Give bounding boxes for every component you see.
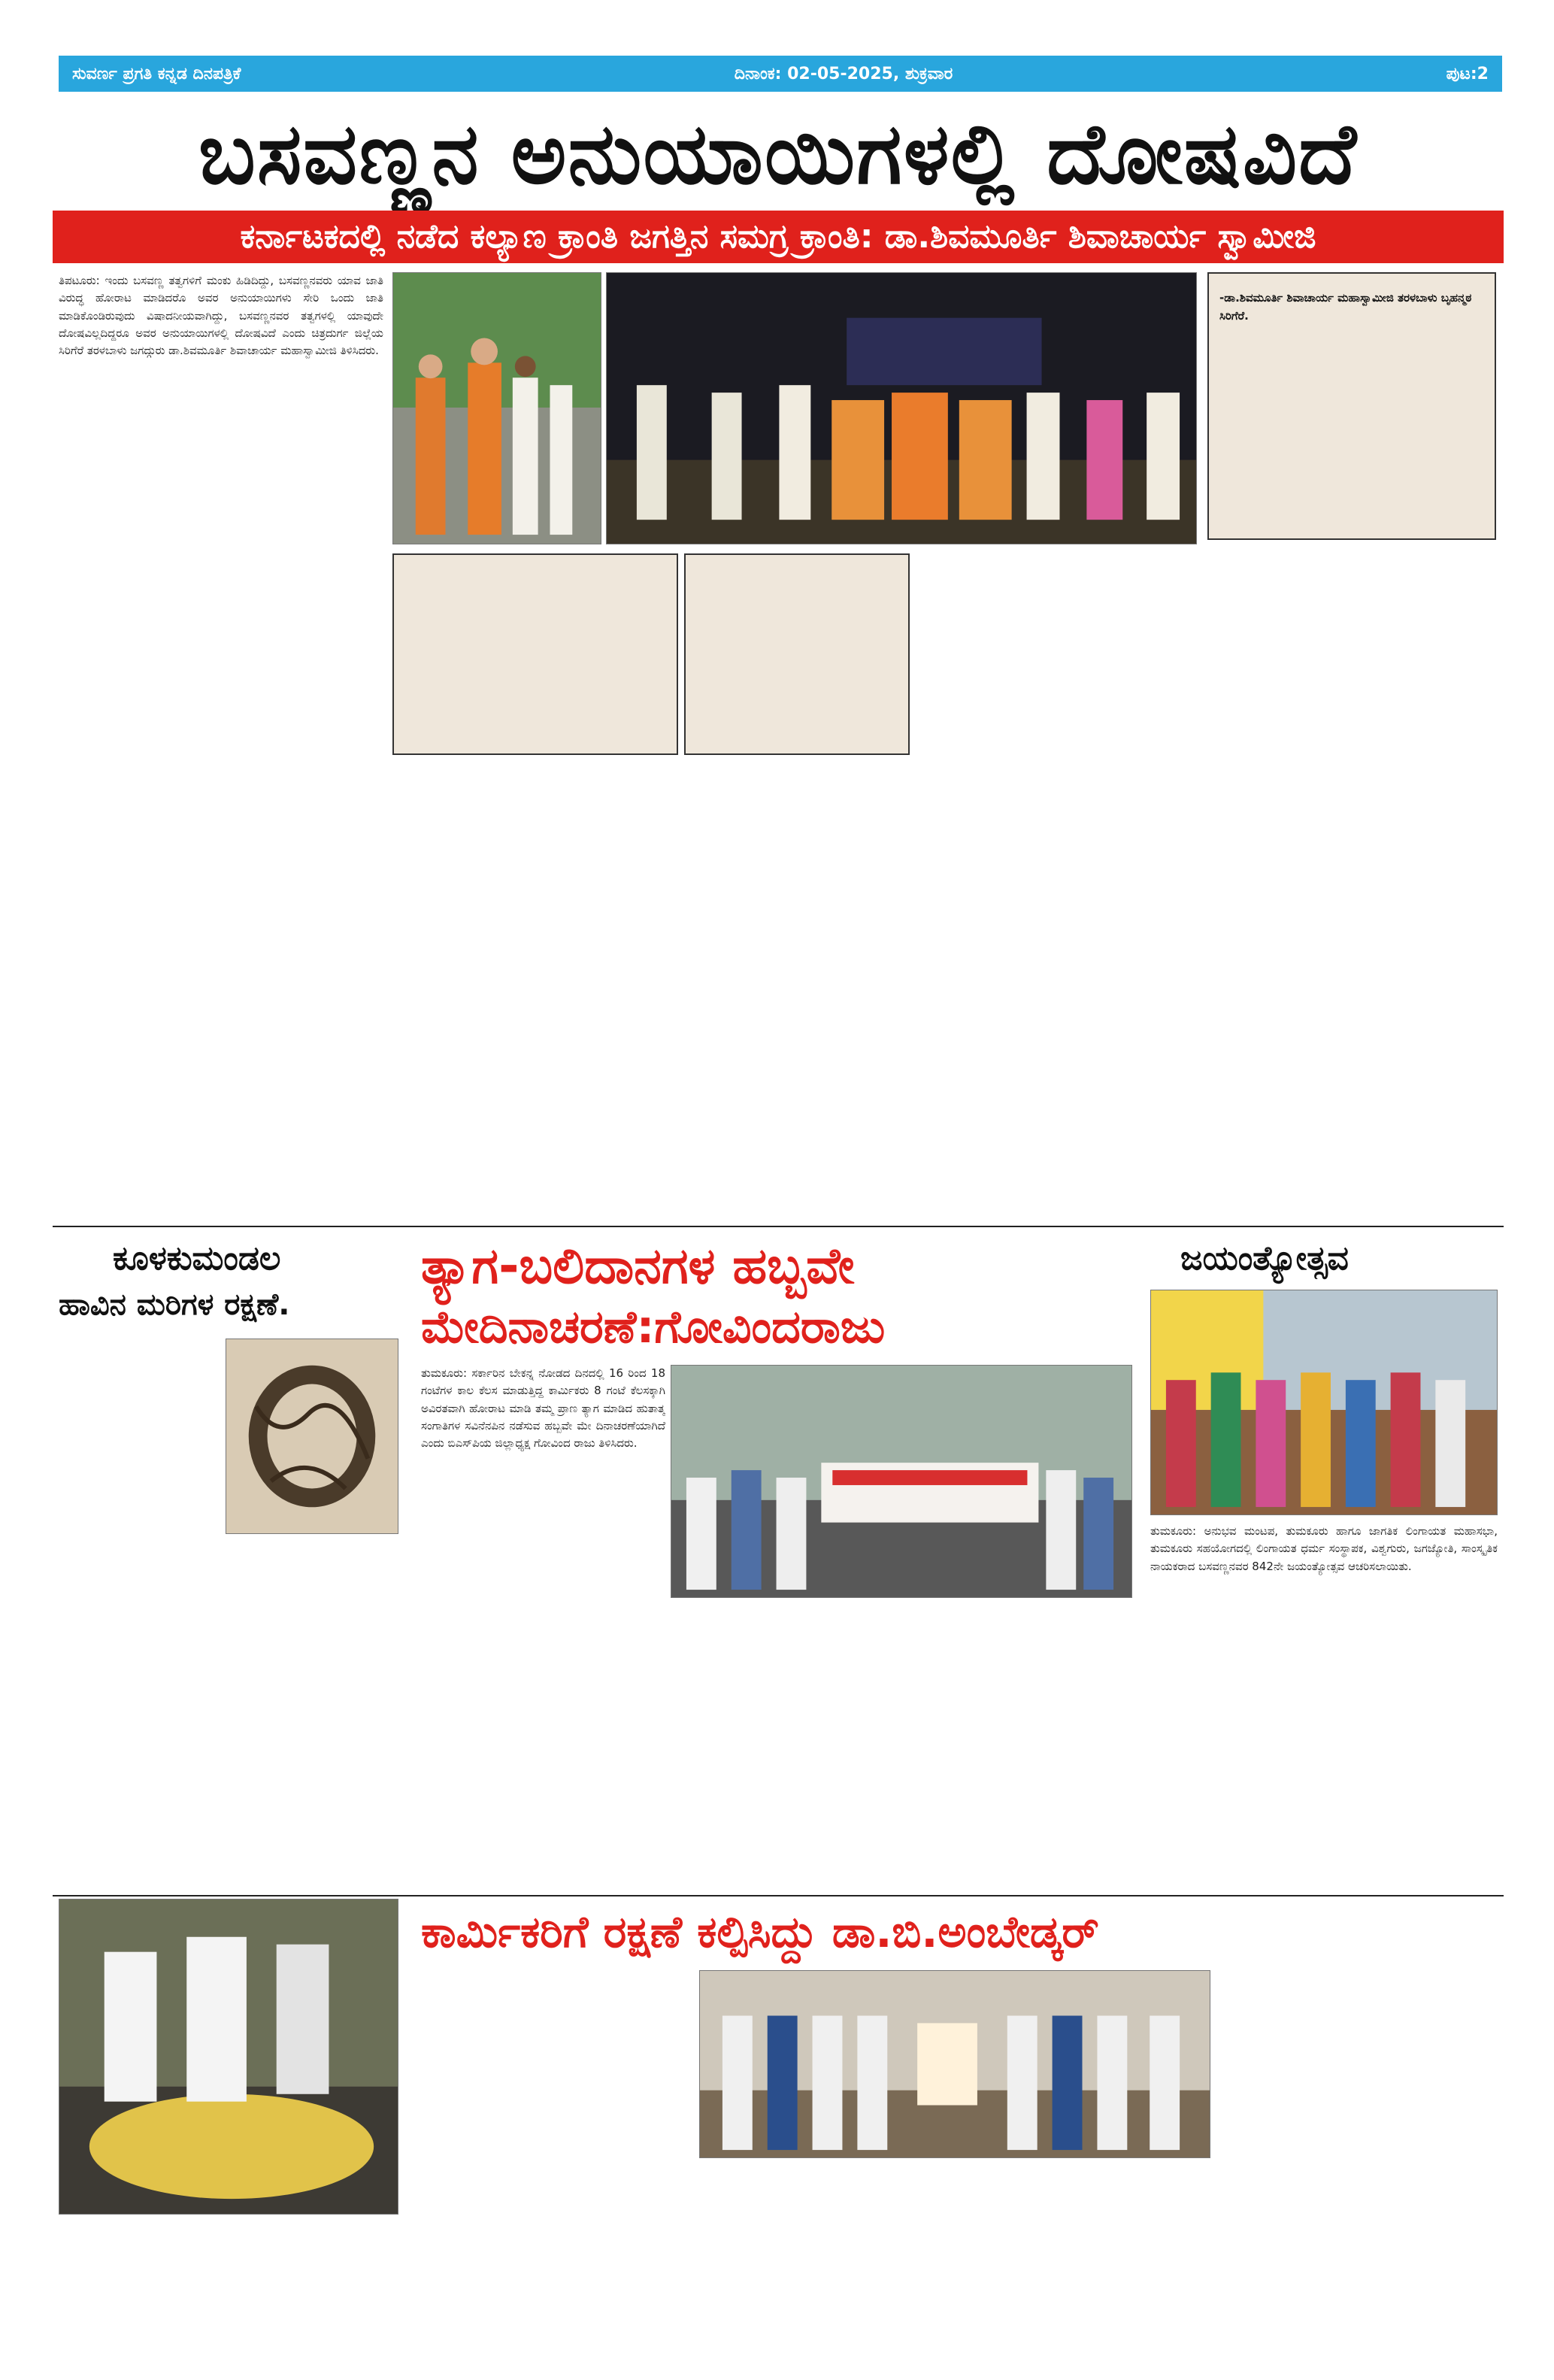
jayanti-heading: ಜಯಂತ್ಯೋತ್ಸವ (1180, 1239, 1349, 1278)
ambedkar-column-4 (1219, 1970, 1498, 2346)
lead-column-5 (1207, 556, 1496, 1215)
quote-signature: -ಡಾ.ಶಿವಮೂರ್ತಿ ಶಿವಾಚಾರ್ಯ ಮಹಾಸ್ವಾಮೀಜಿ ತರಳಬಾಳು ಬೃಹನ್ಮಠ ಸಿರಿಗೆರೆ. (1219, 291, 1472, 323)
lead-headline: ಬಸವಣ್ಣನ ಅನುಯಾಯಿಗಳಲ್ಲಿ ದೋಷವಿದೆ (198, 105, 1358, 203)
stage-release-photo (606, 272, 1197, 544)
snake-babies-photo (226, 1339, 398, 1534)
tyaga-column-1 (421, 1365, 665, 1891)
lead-column-1-para-1: ತಿಪಟೂರು: ಇಂದು ಬಸವಣ್ಣ ತತ್ವಗಳಿಗೆ ಮಂಕು ಹಿಡಿದಿದ್ದು, ಬಸವಣ್ಣನವರು ಯಾವ ಜಾತಿ ವಿರುದ್ಧ ಹೋರಾಟ ಮಾಡಿದರೊ ಅವರ ಅನುಯಾಯಿಗಳು ಸೇರಿ ಒಂದು ಜಾತಿ ಮಾಡಿಕೊಂಡಿರುವುದು ವಿಷಾದನೀಯವಾಗಿದ್ದು, ಬಸವಣ್ಣನವರ ತತ್ವಗಳಲ್ಲಿ ಯಾವುದೇ ದೋಷವಿಲ್ಲದಿದ್ದರೂ ಅವರ ಅನುಯಾಯಿಗಳಲ್ಲಿ ದೋಷವಿದೆ ಎಂದು ಚಿತ್ರದುರ್ಗ ಜಿಲ್ಲೆಯ ಸಿರಿಗೆರೆ ತರಳಬಾಳು ಜಗದ್ಗುರು ಡಾ.ಶಿವಮೂರ್ತಿ ಶಿವಾಚಾರ್ಯ ಮಹಾಸ್ವಾಮೀಜಿ ತಿಳಿಸಿದರು. (59, 274, 383, 357)
tyaga-column-1-para-1: ತುಮಕೂರು: ಸರ್ಕಾರಿನ ಬೇಕನ್ನ ನೋಡದ ದಿನದಲ್ಲಿ 16 ರಿಂದ 18 ಗಂಟೆಗಳ ಕಾಲ ಕೆಲಸ ಮಾಡುತ್ತಿದ್ದ ಕಾರ್ಮಿಕರು 8 ಗಂಟೆ ಕೆಲಸಕ್ಕಾಗಿ ಅವಿರತವಾಗಿ ಹೋರಾಟ ಮಾಡಿ ತಮ್ಮ ಪ್ರಾಣ ತ್ಯಾಗ ಮಾಡಿದ ಹುತಾತ್ಮ ಸಂಗಾತಿಗಳ ಸವಿನೆನಪಿನ ನಡೆಸುವ ಹಬ್ಬವೇ ಮೇ ದಿನಾಚರಣೆಯಾಗಿದೆ ಎಂದು ಬಿಎಸ್‌ಪಿಯ ಜಿಲ್ಲಾಧ್ಯಕ್ಷ ಗೋವಿಂದ ರಾಜು ತಿಳಿಸಿದರು. (421, 1366, 665, 1450)
ambedkar-heading: ಕಾರ್ಮಿಕರಿಗೆ ರಕ್ಷಣೆ ಕಲ್ಪಿಸಿದ್ದು ಡಾ.ಬಿ.ಅಂಬೇಡ್ಕರ್ (421, 1906, 1099, 1957)
koluku-body-top (59, 1339, 217, 1542)
tyaga-heading-1: ತ್ಯಾಗ-ಬಲಿದಾನಗಳ ಹಬ್ಬವೇ (421, 1237, 855, 1295)
ambedkar-group-photo (699, 1970, 1210, 2158)
koluku-heading-2: ಹಾವಿನ ಮರಿಗಳ ರಕ್ಷಣೆ. (59, 1287, 290, 1322)
issue-date: ದಿನಾಂಕ: 02-05-2025, ಶುಕ್ರವಾರ (734, 64, 953, 83)
lead-column-1 (59, 272, 383, 1212)
ambedkar-column-3 (959, 2166, 1210, 2346)
ambedkar-column-2 (699, 2166, 951, 2346)
food-distribution-photo (59, 1899, 398, 2215)
lead-inset-box-1 (392, 553, 678, 755)
tyaga-column-3 (902, 1605, 1132, 1891)
food-distribution-caption (59, 2220, 398, 2340)
lead-subheadline: ಕರ್ನಾಟಕದಲ್ಲಿ ನಡೆದ ಕಲ್ಯಾಣ ಕ್ರಾಂತಿ ಜಗತ್ತಿನ ಸಮಗ್ರ ಕ್ರಾಂತಿ: ಡಾ.ಶಿವಮೂರ್ತಿ ಶಿವಾಚಾರ್ಯ ಸ್ವಾಮೀಜಿ (53, 211, 1504, 263)
lead-column-2 (392, 764, 656, 1215)
masthead-bar (59, 56, 1502, 92)
paper-name: ಸುವರ್ಣ ಪ್ರಗತಿ ಕನ್ನಡ ದಿನಪತ್ರಿಕೆ (72, 64, 241, 83)
page-number: ಪುಟ:2 (1446, 64, 1489, 83)
jayanti-body (1150, 1523, 1498, 1891)
swamiji-procession-photo (392, 272, 601, 544)
section-divider-2 (53, 1895, 1504, 1896)
lead-inset-box-2 (684, 553, 910, 755)
tyaga-column-2 (671, 1605, 896, 1891)
lead-column-3 (662, 764, 913, 1215)
may-day-group-photo (671, 1365, 1132, 1598)
koluku-heading-1: ಕೂಳಕುಮಂಡಲ (113, 1239, 281, 1278)
ambedkar-column-1 (421, 1970, 692, 2346)
swamiji-quote-box (1207, 272, 1496, 540)
koluku-body-bottom (59, 1542, 398, 1895)
section-divider-1 (53, 1226, 1504, 1227)
tyaga-heading-2: ಮೇದಿನಾಚರಣೆ:ಗೋವಿಂದರಾಜು (421, 1301, 886, 1354)
jayanti-body-para-1: ತುಮಕೂರು: ಅನುಭವ ಮಂಟಪ, ತುಮಕೂರು ಹಾಗೂ ಜಾಗತಿಕ ಲಿಂಗಾಯತ ಮಹಾಸಭಾ, ತುಮಕೂರು ಸಹಯೋಗದಲ್ಲಿ ಲಿಂಗಾಯತ ಧರ್ಮ ಸಂಸ್ಥಾಪಕ, ವಿಶ್ವಗುರು, ಜಗಜ್ಯೋತಿ, ಸಾಂಸ್ಕೃತಿಕ ನಾಯಕರಾದ ಬಸವಣ್ಣನವರ 842ನೇ ಜಯಂತ್ಯೋತ್ಸವ ಆಚರಿಸಲಾಯಿತು. (1150, 1524, 1498, 1573)
basava-jayanti-photo (1150, 1290, 1498, 1515)
lead-column-4 (921, 556, 1192, 1215)
